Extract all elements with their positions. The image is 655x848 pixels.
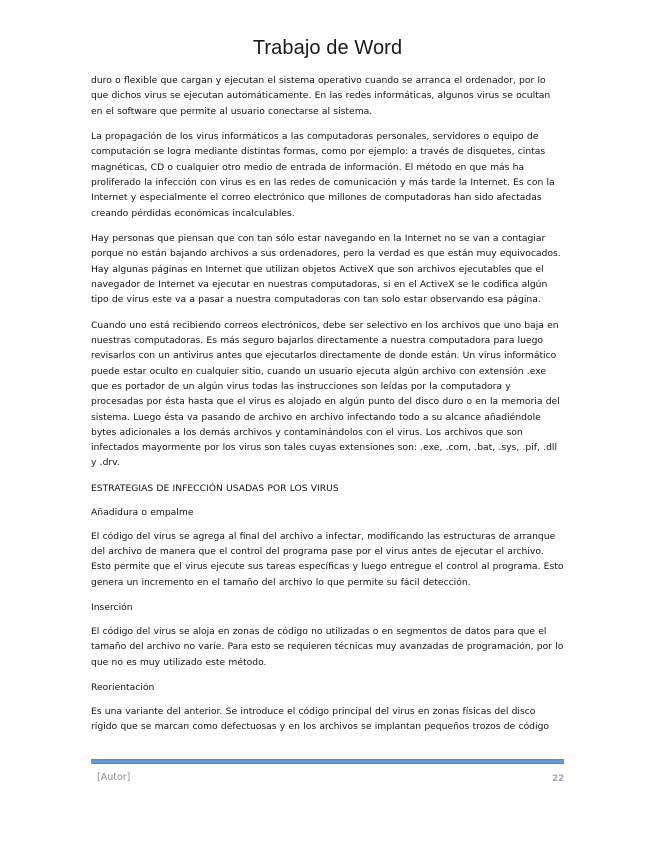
subheading-reorientacion: Reorientación <box>91 682 155 693</box>
paragraph-1: duro o flexible que cargan y ejecutan el sistema operativo cuando se arranca el ordenador, por lo que dichos virus se ejecutan automáticamente. En las redes informáticas, algunos virus se ocultan en el software que permite al usuario conectarse al sistema. <box>91 75 551 117</box>
subheading-anadidura: Añadidura o empalme <box>91 506 194 518</box>
section-heading: ESTRATEGIAS DE INFECCIÓN USADAS POR LOS VIRUS <box>91 482 339 494</box>
paragraph-4: Cuando uno está recibiendo correos electrónicos, debe ser selectivo en los archivos que uno baja en nuestras computadoras. Es más seguro bajarlos directamente a nuestra computadora para luego revisarlos con un antivirus antes que ejecutarlos directamente de donde están. Un virus informático puede estar oculto en cualquier sitio, cuando un usuario ejecuta algún archivo con extensión .exe que es portador de un algún virus todas las instrucciones son leídas por la computadora y procesadas por ésta hasta que el virus es alojado en algún punto del disco duro o en la memoria del sistema. Luego ésta va pasando de archivo en archivo infectando todo a su alcance añadiéndole bytes adicionales a los demás archivos y contaminándolos con el virus. Los archivos que son infectados mayormente por los virus son tales cuyas extensiones son: .exe, .com, .bat, .sys, .pif, .dll y .drv. <box>91 319 560 469</box>
footer-rule <box>91 759 564 764</box>
page-header-title: Trabajo de Word <box>252 37 403 59</box>
footer-author: [Autor] <box>97 772 131 783</box>
paragraph-insercion: El código del virus se aloja en zonas de código no utilizadas o en segmentos de datos para que el tamaño del archivo no varíe. Para esto se requieren técnicas muy avanzadas de programación, por lo que no es muy utilizado este método. <box>91 625 564 668</box>
subheading-insercion: Inserción <box>91 602 133 614</box>
paragraph-reorientacion: Es una variante del anterior. Se introduce el código principal del virus en zonas físicas del disco rígido que se marcan como defectuosas y en los archivos se implantan pequeños trozos de código <box>91 705 550 733</box>
paragraph-2: La propagación de los virus informáticos a las computadoras personales, servidores o equipo de computación se logra mediante distintas formas, como por ejemplo: a través de disquetes, cintas magnéticas, CD o cualquier otro medio de entrada de información. El método en que más ha proliferado la infección con virus es en las redes de comunicación y más tarde la Internet. Es con la Internet y especialmente el correo electrónico que millones de computadoras han sido afectadas creando pérdidas económicas incalculables. <box>91 131 555 219</box>
document-body <box>91 73 564 745</box>
paragraph-3: Hay personas que piensan que con tan sólo estar navegando en la Internet no se van a contagiar porque no están bajando archivos a sus ordenadores, pero la verdad es que están muy equivocados. Hay algunas páginas en Internet que utilizan objetos ActiveX que son archivos ejecutables que el navegador de Internet va ejecutar en nuestras computadoras, si en el ActiveX se le codifica algún tipo de virus este va a pasar a nuestra computadoras con tan solo estar observando esa página. <box>91 233 561 306</box>
footer-page-number: 22 <box>552 774 564 784</box>
paragraph-anadidura: El código del virus se agrega al final del archivo a infectar, modificando las estructuras de arranque del archivo de manera que el control del programa pase por el virus antes de ejecutar el archivo. Esto permite que el virus ejecute sus tareas específicas y luego entregue el control al programa. Esto genera un incremento en el tamaño del archivo lo que permite su fácil detección. <box>91 530 564 588</box>
